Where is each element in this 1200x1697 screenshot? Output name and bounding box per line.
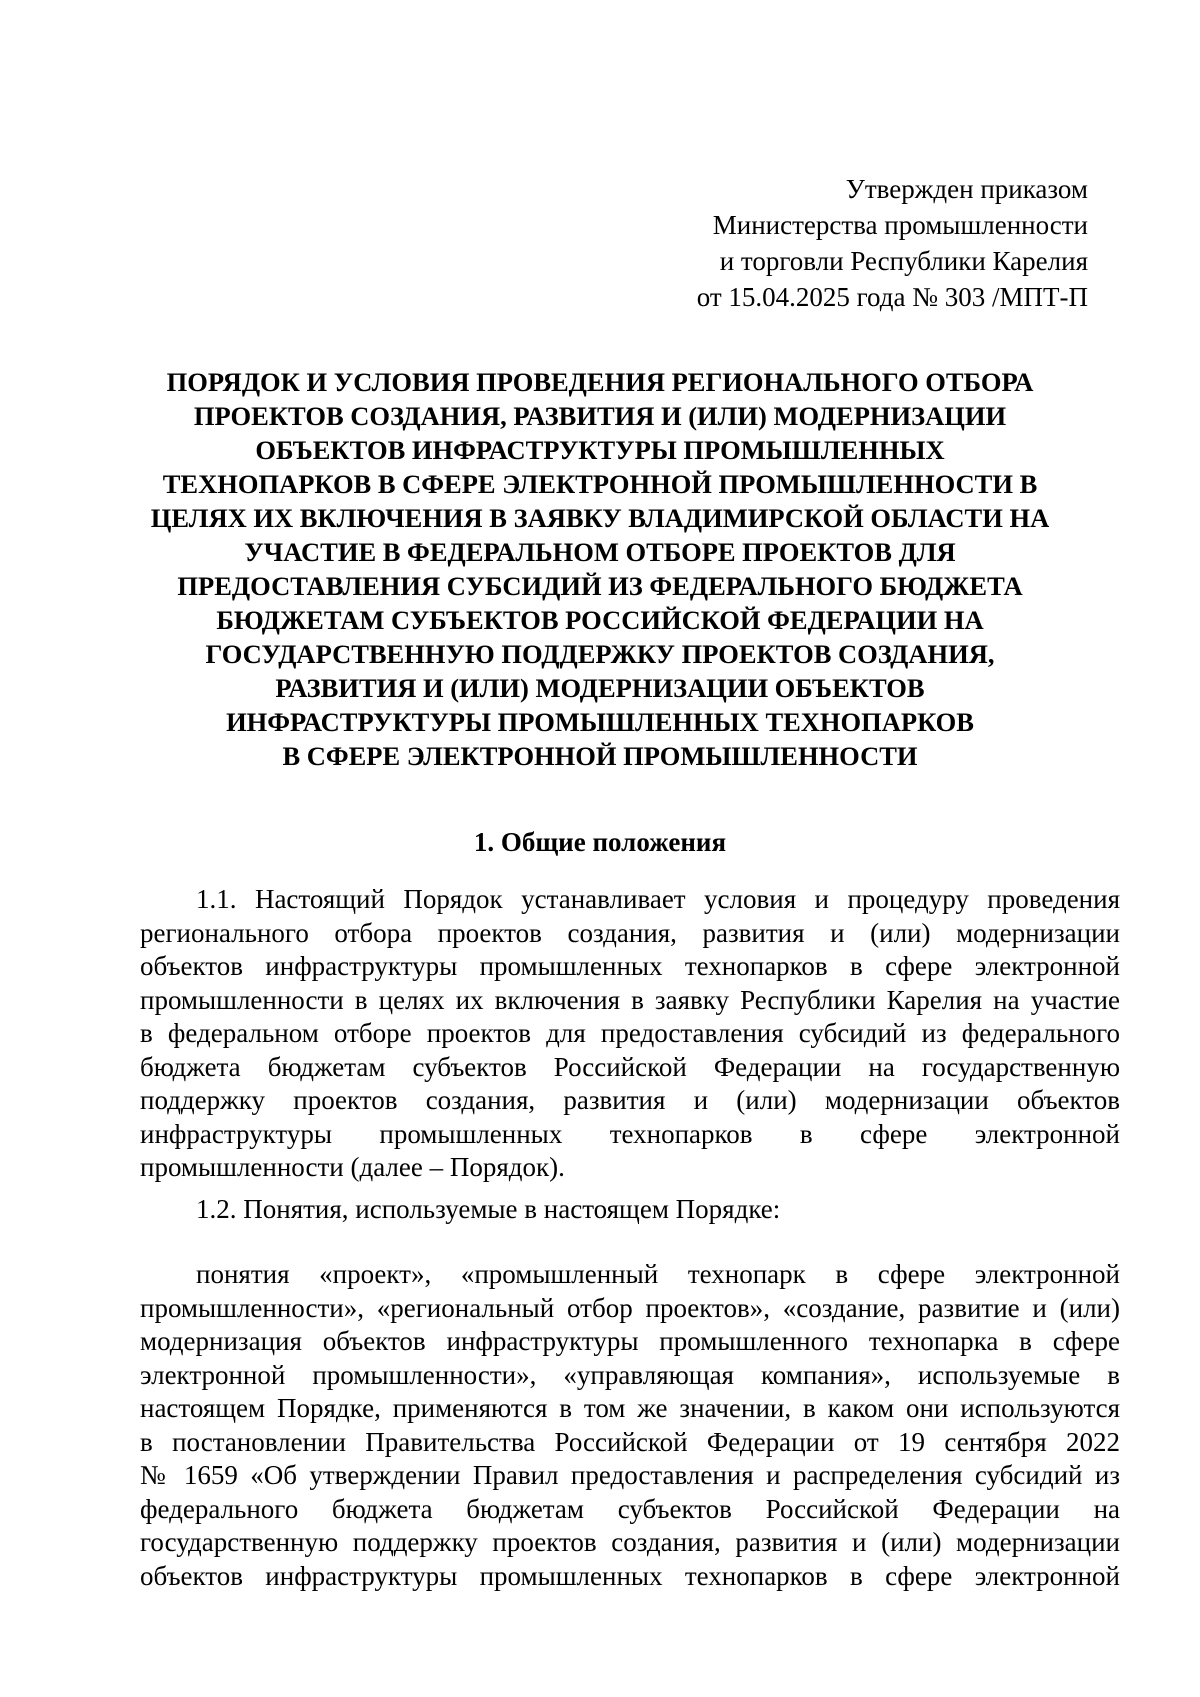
title-line: БЮДЖЕТАМ СУБЪЕКТОВ РОССИЙСКОЙ ФЕДЕРАЦИИ НА (216, 605, 984, 635)
paragraph-concepts (140, 1258, 1120, 1593)
text-line: промышленности в целях их включения в заявку Республики Карелия на участие (140, 984, 1120, 1015)
title-line: В СФЕРЕ ЭЛЕКТРОННОЙ ПРОМЫШЛЕННОСТИ (282, 741, 918, 771)
text-line: 1.1. Настоящий Порядок устанавливает условия и процедуру проведения (196, 884, 1120, 914)
text-line: бюджета бюджетам субъектов Российской Федерации на государственную (140, 1051, 1120, 1082)
text-line: объектов инфраструктуры промышленных технопарков в сфере электронной (140, 951, 1120, 981)
text-line: понятия «проект», «промышленный технопарк в сфере электронной (196, 1259, 1120, 1289)
title-line: ОБЪЕКТОВ ИНФРАСТРУКТУРЫ ПРОМЫШЛЕННЫХ (255, 435, 945, 465)
text-line: объектов инфраструктуры промышленных технопарков в сфере электронной (140, 1560, 1120, 1591)
title-line: ИНФРАСТРУКТУРЫ ПРОМЫШЛЕННЫХ ТЕХНОПАРКОВ (226, 707, 974, 737)
text-line: регионального отбора проектов создания, развития и (или) модернизации (140, 917, 1120, 948)
approval-line: Утвержден приказом (845, 174, 1088, 204)
title-line: УЧАСТИЕ В ФЕДЕРАЛЬНОМ ОТБОРЕ ПРОЕКТОВ ДЛЯ (244, 537, 956, 567)
title-line: ПРЕДОСТАВЛЕНИЯ СУБСИДИЙ ИЗ ФЕДЕРАЛЬНОГО БЮДЖЕТА (177, 571, 1023, 601)
approval-line: от 15.04.2025 года № 303 /МПТ-П (696, 282, 1088, 312)
text-line: инфраструктуры промышленных технопарков в сфере электронной (140, 1118, 1120, 1149)
text-line: поддержку проектов создания, развития и (или) модернизации объектов (140, 1085, 1120, 1115)
document-title (130, 365, 1070, 773)
text-line: модернизация объектов инфраструктуры промышленного технопарка в сфере (140, 1326, 1120, 1356)
title-line: РАЗВИТИЯ И (ИЛИ) МОДЕРНИЗАЦИИ ОБЪЕКТОВ (275, 673, 925, 703)
text-line: № 1659 «Об утверждении Правил предоставления и распределения субсидий из (140, 1460, 1120, 1490)
title-line: ЦЕЛЯХ ИХ ВКЛЮЧЕНИЯ В ЗАЯВКУ ВЛАДИМИРСКОЙ ОБЛАСТИ НА (150, 503, 1050, 533)
text-line: в федеральном отборе проектов для предоставления субсидий из федерального (140, 1018, 1120, 1048)
approval-line: и торговли Республики Карелия (719, 246, 1088, 276)
paragraph-1-2 (140, 1193, 1120, 1227)
text-line: настоящем Порядке, применяются в том же значении, в каком они используются (140, 1393, 1120, 1423)
title-line: ГОСУДАРСТВЕННУЮ ПОДДЕРЖКУ ПРОЕКТОВ СОЗДАНИЯ, (205, 639, 995, 669)
title-line: ПРОЕКТОВ СОЗДАНИЯ, РАЗВИТИЯ И (ИЛИ) МОДЕРНИЗАЦИИ (193, 401, 1007, 431)
text-line: 1.2. Понятия, используемые в настоящем Порядке: (196, 1194, 781, 1224)
text-line: промышленности (далее – Порядок). (140, 1152, 565, 1182)
text-line: электронной промышленности», «управляющая компания», используемые в (140, 1359, 1120, 1390)
text-line: федерального бюджета бюджетам субъектов Российской Федерации на (140, 1493, 1120, 1524)
section-heading: 1. Общие положения (473, 827, 727, 857)
title-line: ПОРЯДОК И УСЛОВИЯ ПРОВЕДЕНИЯ РЕГИОНАЛЬНОГО ОТБОРА (166, 367, 1034, 397)
approval-stamp (697, 171, 1088, 315)
title-line: ТЕХНОПАРКОВ В СФЕРЕ ЭЛЕКТРОННОЙ ПРОМЫШЛЕННОСТИ В (162, 469, 1038, 499)
approval-line: Министерства промышленности (712, 210, 1088, 240)
text-line: в постановлении Правительства Российской Федерации от 19 сентября 2022 (140, 1426, 1120, 1457)
text-line: государственную поддержку проектов создания, развития и (или) модернизации (140, 1527, 1120, 1557)
paragraph-1-1 (140, 883, 1120, 1185)
text-line: промышленности», «региональный отбор проектов», «создание, развитие и (или) (140, 1292, 1120, 1323)
